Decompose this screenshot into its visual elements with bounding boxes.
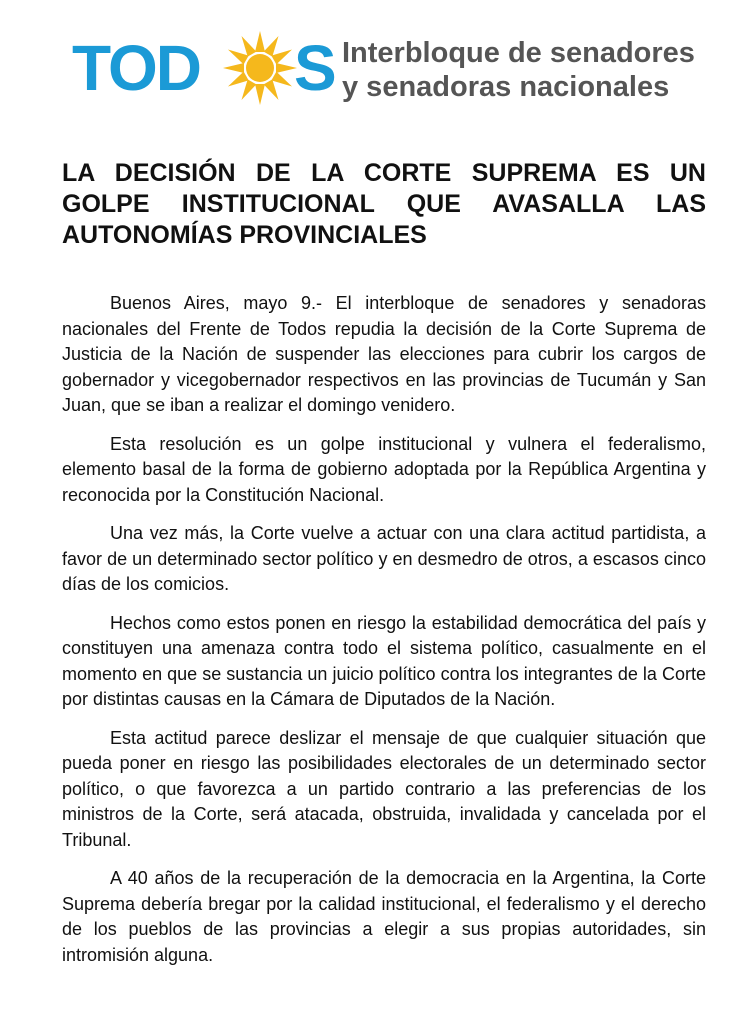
paragraph-4: Hechos como estos ponen en riesgo la estabilidad democrática del país y constituyen una amenaza contra todo el sistema político, casualmente en el momento en que se sustancia un juicio político contra los integrantes de la Corte por distintas causas en la Cámara de Diputados de la Nación. <box>62 612 706 709</box>
logo-text-tod: TOD <box>72 32 200 104</box>
paragraph-3: Una vez más, la Corte vuelve a actuar con una clara actitud partidista, a favor de un determinado sector político y en desmedro de otros, a escasos cinco días de los comicios. <box>62 523 706 594</box>
paragraph-6: A 40 años de la recuperación de la democracia en la Argentina, la Corte Suprema debería bregar por la calidad institucional, el federalismo y el derecho de los pueblos de las provincias a elegir a sus propias autoridades, sin intromisión alguna. <box>62 868 706 965</box>
header-subtitle <box>342 36 695 104</box>
header <box>72 30 712 120</box>
paragraph-2: Esta resolución es un golpe institucional y vulnera el federalismo, elemento basal de la forma de gobierno adoptada por la República Argentina y reconocida por la Constitución Nacional. <box>62 433 706 505</box>
article-headline: LA DECISIÓN DE LA CORTE SUPREMA ES UN GOLPE INSTITUCIONAL QUE AVASALLA LAS AUTONOMÍAS PROVINCIALES <box>62 159 706 249</box>
paragraph-1: Buenos Aires, mayo 9.- El interbloque de senadores y senadoras nacionales del Frente de Todos repudia la decisión de la Corte Suprema de Justicia de la Nación de suspender las elecciones para cubrir los cargos de gobernador y vicegobernador respectivos en las provincias de Tucumán y San Juan, que se iban a realizar el domingo venidero. <box>62 293 706 415</box>
logo-text-s: S <box>294 32 337 104</box>
article-body <box>62 291 706 981</box>
sun-icon <box>222 30 298 106</box>
subtitle-line-1: Interbloque de senadores <box>342 37 695 69</box>
paragraph-5: Esta actitud parece deslizar el mensaje de que cualquier situación que pueda poner en riesgo las posibilidades electorales de un determinado sector político, o que favorezca a un partido contrario a las preferencias de los ministros de la Corte, será atacada, obstruida, invalidada y cancelada por el Tribunal. <box>62 727 706 850</box>
logo-wordmark <box>72 32 200 104</box>
subtitle-line-2: y senadoras nacionales <box>342 71 670 103</box>
